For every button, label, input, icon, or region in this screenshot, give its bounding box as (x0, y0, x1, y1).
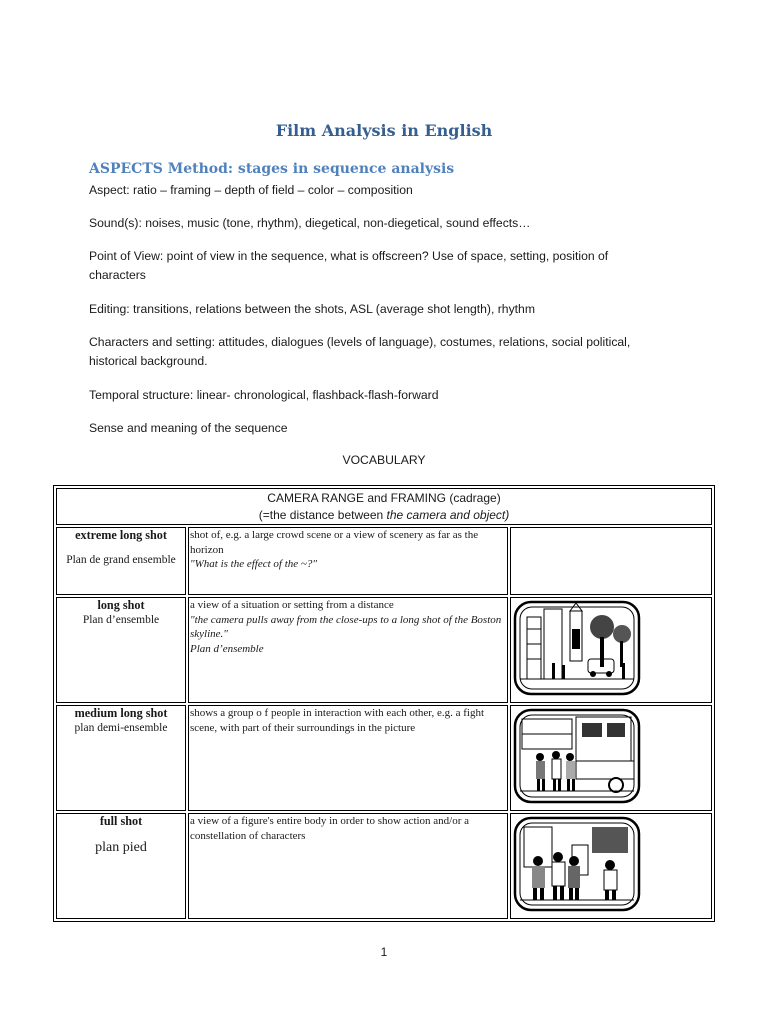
definition-text: a view of a figure's entire body in order to show action and/or a constellation of characters (190, 815, 470, 842)
paragraph-sound: Sound(s): noises, music (tone, rhythm), diegetical, non-diegetical, sound effects… (89, 216, 531, 230)
definition-cell (188, 527, 508, 595)
term-french: plan demi-ensemble (74, 721, 168, 734)
illustration-cell (510, 813, 712, 919)
paragraph-characters-setting: Characters and setting: attitudes, dialogues (levels of language), costumes, relations, social political, historical background. (89, 335, 631, 368)
table-row (56, 597, 712, 703)
paragraph-aspect: Aspect: ratio – framing – depth of field – color – composition (89, 183, 413, 197)
long-shot-illustration (512, 599, 642, 697)
illustration-cell (510, 705, 712, 811)
table-header-subtitle: (=the distance between the camera and object) (258, 508, 510, 522)
term-english: medium long shot (74, 706, 168, 720)
example-text: "the camera pulls away from the close-ups to a long shot of the Boston skyline." (190, 613, 502, 640)
term-english: extreme long shot (75, 528, 167, 542)
page-number: 1 (380, 945, 388, 959)
section-heading: ASPECTS Method: stages in sequence analysis (89, 161, 455, 177)
term-cell (56, 705, 186, 811)
definition-text: shot of, e.g. a large crowd scene or a view of scenery as far as the horizon (190, 529, 479, 556)
table-row (56, 705, 712, 811)
illustration-cell (510, 597, 712, 703)
term-cell (56, 527, 186, 595)
table-row (56, 527, 712, 595)
term-english: long shot (97, 598, 145, 612)
example-text: "What is the effect of the ~?" (190, 558, 317, 570)
illustration-cell-empty (510, 527, 712, 595)
paragraph-sense-meaning: Sense and meaning of the sequence (89, 421, 288, 435)
paragraph-temporal-structure: Temporal structure: linear- chronological, flashback-flash-forward (89, 388, 439, 402)
paragraph-editing: Editing: transitions, relations between the shots, ASL (average shot length), rhythm (89, 302, 535, 316)
table-header-cell (56, 488, 712, 525)
term-french: Plan d’ensemble (82, 613, 160, 626)
definition-text: shows a group o f people in interaction with each other, e.g. a fight scene, with part of their surroundings in the picture (190, 707, 485, 734)
definition-cell (188, 813, 508, 919)
table-header-row (56, 488, 712, 525)
document-title: Film Analysis in English (275, 121, 493, 140)
table-header-title: CAMERA RANGE and FRAMING (cadrage) (267, 491, 501, 505)
table-row (56, 813, 712, 919)
term-english: full shot (99, 814, 143, 828)
term-cell (56, 597, 186, 703)
definition-cell (188, 705, 508, 811)
definition-cell (188, 597, 508, 703)
vocabulary-table (53, 485, 715, 922)
term-french: Plan de grand ensemble (66, 553, 176, 566)
medium-long-shot-illustration (512, 707, 642, 805)
vocabulary-label: VOCABULARY (342, 453, 426, 467)
full-shot-illustration (512, 815, 642, 913)
definition-text: a view of a situation or setting from a distance (190, 599, 394, 611)
term-cell (56, 813, 186, 919)
example-french: Plan d’ensemble (190, 642, 264, 655)
paragraph-point-of-view: Point of View: point of view in the sequence, what is offscreen? Use of space, setting, position of characters (89, 249, 609, 282)
term-french: plan pied (95, 839, 147, 855)
